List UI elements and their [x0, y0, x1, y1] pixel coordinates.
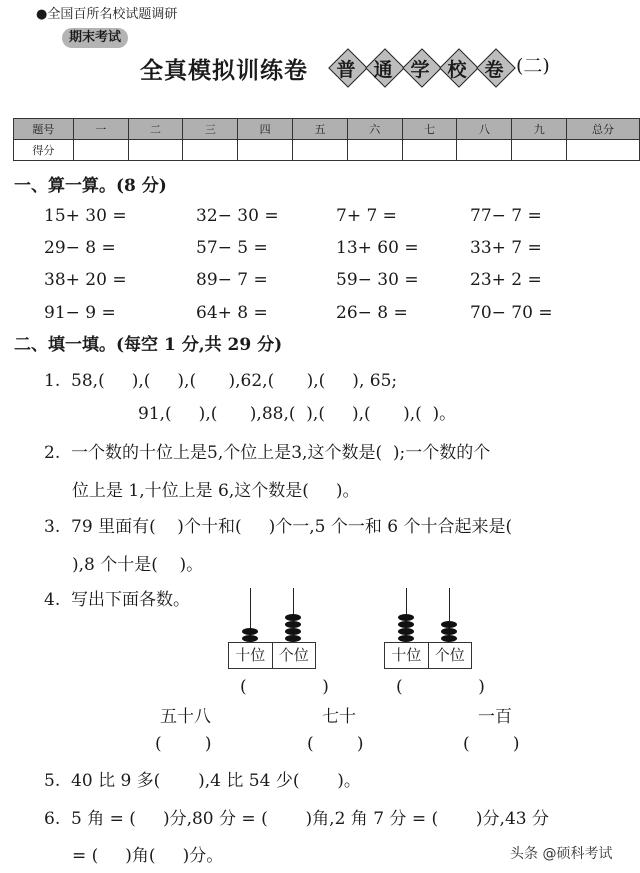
arithmetic-problem: 23+ 2 =	[470, 270, 542, 290]
table-header-cell: 题号	[14, 119, 74, 140]
q1-line1: 1. 58,( ),( ),( ),62,( ),( ), 65;	[44, 371, 398, 391]
arithmetic-problem: 26− 8 =	[336, 303, 408, 323]
abacus-bead	[441, 628, 457, 635]
score-cell[interactable]	[457, 140, 512, 161]
score-row-label: 得分	[14, 140, 74, 161]
score-cell[interactable]	[347, 140, 402, 161]
section1-heading: 一、算一算。(8 分)	[14, 176, 167, 196]
section2-heading: 二、填一填。(每空 1 分,共 29 分)	[14, 335, 283, 355]
diamond-char: 通	[373, 59, 393, 81]
q2-line1: 2. 一个数的十位上是5,个位上是3,这个数是( );一个数的个	[44, 443, 491, 463]
table-header-cell: 四	[238, 119, 293, 140]
arithmetic-problem: 15+ 30 =	[44, 206, 127, 226]
place-label: 十位	[391, 646, 422, 664]
word-number: 一百	[478, 707, 512, 727]
abacus-bead	[285, 614, 301, 621]
abacus-bead	[242, 635, 258, 642]
answer-blank: ( )	[155, 734, 212, 754]
answer-blank: ( )	[307, 734, 364, 754]
arithmetic-problem: 89− 7 =	[196, 270, 268, 290]
arithmetic-problem: 38+ 20 =	[44, 270, 127, 290]
score-cell[interactable]	[402, 140, 457, 161]
abacus-bead	[285, 621, 301, 628]
arithmetic-problem: 33+ 7 =	[470, 238, 542, 258]
abacus-bead	[398, 621, 414, 628]
place-label: 十位	[235, 646, 266, 664]
diamond-char: 学	[410, 59, 430, 81]
score-table	[13, 118, 640, 161]
q2-line2: 位上是 1,十位上是 6,这个数是( )。	[72, 481, 360, 501]
diamond-char: 校	[447, 59, 467, 81]
arithmetic-problem: 29− 8 =	[44, 238, 116, 258]
q1-line2: 91,( ),( ),88,( ),( ),( ),( )。	[138, 404, 457, 424]
table-header-cell: 二	[128, 119, 183, 140]
arithmetic-problem: 13+ 60 =	[336, 238, 419, 258]
score-cell[interactable]	[183, 140, 238, 161]
abacus-bead	[398, 635, 414, 642]
arithmetic-problem: 77− 7 =	[470, 206, 542, 226]
table-header-cell: 九	[512, 119, 567, 140]
arithmetic-problem: 59− 30 =	[336, 270, 419, 290]
table-header-cell: 三	[183, 119, 238, 140]
place-value-box	[384, 642, 472, 669]
score-cell[interactable]	[512, 140, 567, 161]
score-cell[interactable]	[567, 140, 640, 161]
table-header-cell: 七	[402, 119, 457, 140]
abacus-bead	[441, 635, 457, 642]
q6-line2: = ( )角( )分。	[72, 846, 224, 866]
exam-type-badge: 期末考试	[62, 28, 128, 48]
answer-blank: ( )	[463, 734, 520, 754]
abacus-bead	[398, 628, 414, 635]
arithmetic-problem: 57− 5 =	[196, 238, 268, 258]
abacus-bead	[285, 628, 301, 635]
q3-line2: ),8 个十是( )。	[72, 555, 204, 575]
place-label: 个位	[272, 643, 316, 668]
abacus-bead	[441, 621, 457, 628]
q3-line1: 3. 79 里面有( )个十和( )个一,5 个一和 6 个十合起来是(	[44, 517, 513, 537]
score-cell[interactable]	[293, 140, 348, 161]
diamond-char: 卷	[484, 59, 504, 81]
series-label: ●全国百所名校试题调研	[36, 7, 178, 22]
score-cell[interactable]	[73, 140, 128, 161]
arithmetic-problem: 64+ 8 =	[196, 303, 268, 323]
word-number: 七十	[322, 707, 356, 727]
place-label: 个位	[428, 643, 472, 668]
arithmetic-problem: 7+ 7 =	[336, 206, 397, 226]
q4-prompt: 4. 写出下面各数。	[44, 590, 191, 610]
q5-line: 5. 40 比 9 多( ),4 比 54 少( )。	[44, 771, 361, 791]
abacus-bead	[242, 628, 258, 635]
table-header-cell: 五	[293, 119, 348, 140]
answer-blank: ( )	[396, 677, 485, 697]
table-header-cell: 六	[347, 119, 402, 140]
table-header-cell: 总分	[567, 119, 640, 140]
answer-blank: ( )	[240, 677, 329, 697]
place-value-box	[228, 642, 316, 669]
diamond-char: 普	[336, 59, 356, 81]
q6-line1: 6. 5 角 = ( )分,80 分 = ( )角,2 角 7 分 = ( )分,43 分	[44, 809, 549, 829]
watermark: 头条 @硕科考试	[510, 846, 613, 862]
abacus-bead	[285, 635, 301, 642]
arithmetic-problem: 32− 30 =	[196, 206, 279, 226]
word-number: 五十八	[160, 707, 211, 727]
arithmetic-problem: 91− 9 =	[44, 303, 116, 323]
abacus-bead	[398, 614, 414, 621]
arithmetic-problem: 70− 70 =	[470, 303, 553, 323]
table-header-cell: 八	[457, 119, 512, 140]
table-header-cell: 一	[73, 119, 128, 140]
score-cell[interactable]	[238, 140, 293, 161]
page-title: 全真模拟训练卷	[140, 58, 308, 84]
volume-label: (二)	[516, 55, 550, 77]
score-cell[interactable]	[128, 140, 183, 161]
